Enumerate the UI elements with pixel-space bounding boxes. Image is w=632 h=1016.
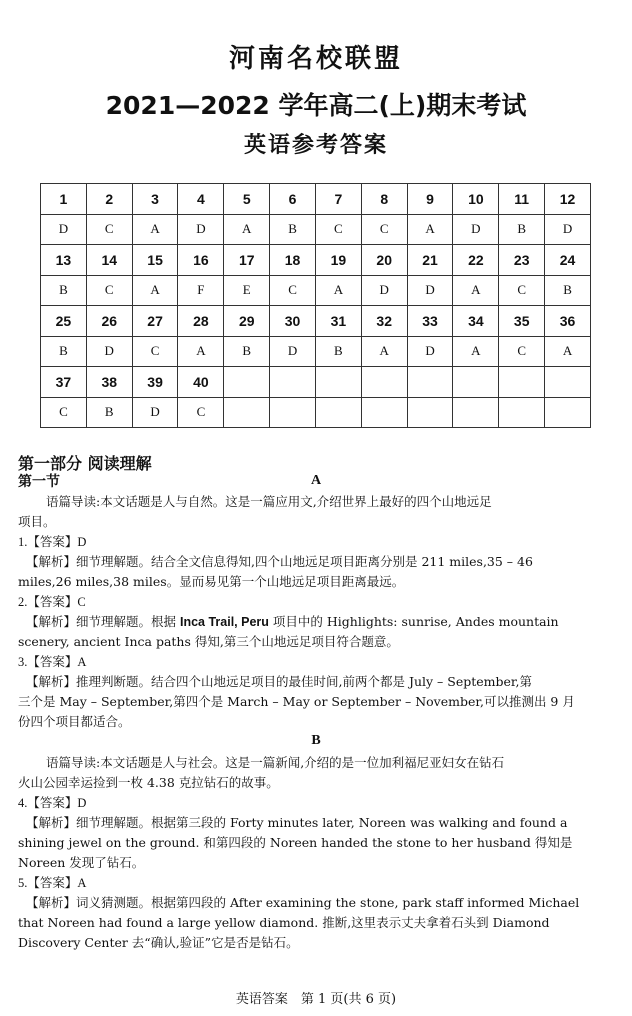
answer-cell bbox=[499, 397, 545, 428]
answer-cell bbox=[453, 397, 499, 428]
passage-b-guide: 语篇导读:本文话题是人与社会。这是一篇新闻,介绍的是一位加利福尼亚妇女在钻石 bbox=[46, 755, 505, 770]
question-number-cell: 35 bbox=[499, 306, 545, 337]
question-number-row bbox=[41, 306, 591, 337]
q3-answer: 3.【答案】A bbox=[18, 655, 87, 669]
answer-cell: C bbox=[315, 214, 361, 245]
answer-cell: D bbox=[361, 275, 407, 306]
q4-answer: 4.【答案】D bbox=[18, 796, 87, 810]
answer-cell: A bbox=[315, 275, 361, 306]
question-number-cell: 31 bbox=[315, 306, 361, 337]
answer-cell: C bbox=[41, 397, 87, 428]
q1-explanation: 【解析】细节理解题。结合全文信息得知,四个山地远足项目距离分别是 211 miles,35 – 46 bbox=[26, 554, 533, 569]
question-number-cell: 30 bbox=[270, 306, 316, 337]
question-number-cell bbox=[453, 367, 499, 398]
answer-cell: C bbox=[178, 397, 224, 428]
question-number-cell: 13 bbox=[41, 245, 87, 276]
question-number-cell bbox=[270, 367, 316, 398]
answer-cell: B bbox=[545, 275, 591, 306]
answer-cell bbox=[361, 397, 407, 428]
school-alliance-title: 河南名校联盟 bbox=[228, 44, 403, 74]
question-number-cell: 27 bbox=[132, 306, 178, 337]
answer-cell: D bbox=[41, 214, 87, 245]
answer-cell: B bbox=[41, 336, 87, 367]
q5-explanation-cont2: Discovery Center 去“确认,验证”它是否是钻石。 bbox=[18, 935, 299, 950]
answer-cell: D bbox=[407, 336, 453, 367]
passage-a-guide: 语篇导读:本文话题是人与自然。这是一篇应用文,介绍世界上最好的四个山地远足 bbox=[46, 494, 492, 509]
answer-cell: C bbox=[499, 275, 545, 306]
answer-cell: B bbox=[86, 397, 132, 428]
passage-b-letter: B bbox=[311, 733, 321, 748]
answer-cell: A bbox=[224, 214, 270, 245]
question-number-cell: 2 bbox=[86, 184, 132, 215]
answer-row bbox=[41, 214, 591, 245]
question-number-cell: 20 bbox=[361, 245, 407, 276]
question-number-cell: 28 bbox=[178, 306, 224, 337]
answer-cell: C bbox=[86, 214, 132, 245]
q1-explanation-cont: miles,26 miles,38 miles。显而易见第一个山地远足项目距离最远。 bbox=[18, 574, 405, 589]
answer-cell: D bbox=[178, 214, 224, 245]
question-number-cell bbox=[545, 367, 591, 398]
page-footer: 英语答案 第 1 页(共 6 页) bbox=[235, 992, 397, 1007]
q4-explanation-cont2: Noreen 发现了钻石。 bbox=[18, 855, 145, 870]
answer-cell: C bbox=[361, 214, 407, 245]
q4-explanation-cont1: shining jewel on the ground. 和第四段的 Noreen handed the stone to her husband 得知是 bbox=[18, 835, 573, 850]
question-number-cell bbox=[407, 367, 453, 398]
question-number-cell bbox=[361, 367, 407, 398]
question-number-cell: 24 bbox=[545, 245, 591, 276]
q5-explanation-cont1: that Noreen had found a large yellow diamond. 推断,这里表示丈夫拿着石头到 Diamond bbox=[18, 915, 550, 930]
question-number-cell: 32 bbox=[361, 306, 407, 337]
question-number-cell bbox=[315, 367, 361, 398]
question-number-cell: 25 bbox=[41, 306, 87, 337]
q2-explanation-cont: scenery, ancient Inca paths 得知,第三个山地远足项目符合题意。 bbox=[18, 634, 399, 649]
question-number-cell: 17 bbox=[224, 245, 270, 276]
question-number-cell: 26 bbox=[86, 306, 132, 337]
question-number-cell: 18 bbox=[270, 245, 316, 276]
answer-cell: A bbox=[545, 336, 591, 367]
question-number-cell: 4 bbox=[178, 184, 224, 215]
answer-cell: D bbox=[86, 336, 132, 367]
question-number-cell: 15 bbox=[132, 245, 178, 276]
q2-answer: 2.【答案】C bbox=[18, 595, 86, 609]
question-number-cell: 3 bbox=[132, 184, 178, 215]
answer-row bbox=[41, 397, 591, 428]
question-number-cell: 38 bbox=[86, 367, 132, 398]
answer-cell: C bbox=[132, 336, 178, 367]
question-number-cell: 7 bbox=[315, 184, 361, 215]
answer-cell bbox=[407, 397, 453, 428]
answer-cell: A bbox=[132, 275, 178, 306]
question-number-cell: 36 bbox=[545, 306, 591, 337]
section-heading: 第一节 bbox=[18, 474, 60, 490]
answer-cell: A bbox=[453, 336, 499, 367]
question-number-row bbox=[41, 367, 591, 398]
answer-cell: B bbox=[224, 336, 270, 367]
answer-cell: C bbox=[86, 275, 132, 306]
question-number-cell: 12 bbox=[545, 184, 591, 215]
answer-cell: C bbox=[270, 275, 316, 306]
question-number-cell: 6 bbox=[270, 184, 316, 215]
question-number-row bbox=[41, 245, 591, 276]
answer-cell: B bbox=[499, 214, 545, 245]
answer-cell: F bbox=[178, 275, 224, 306]
passage-b-guide-cont: 火山公园幸运捡到一枚 4.38 克拉钻石的故事。 bbox=[18, 775, 279, 790]
answer-table bbox=[40, 183, 591, 428]
question-number-cell: 11 bbox=[499, 184, 545, 215]
answer-cell: A bbox=[361, 336, 407, 367]
question-number-cell bbox=[224, 367, 270, 398]
passage-a-guide-cont: 项目。 bbox=[18, 514, 56, 529]
q1-answer: 1.【答案】D bbox=[18, 535, 87, 549]
answer-cell bbox=[315, 397, 361, 428]
q3-explanation: 【解析】推理判断题。结合四个山地远足项目的最佳时间,前两个都是 July – September,第 bbox=[26, 674, 532, 689]
part-heading: 第一部分 阅读理解 bbox=[18, 454, 152, 473]
question-number-cell: 19 bbox=[315, 245, 361, 276]
answer-cell: D bbox=[453, 214, 499, 245]
question-number-cell: 40 bbox=[178, 367, 224, 398]
question-number-cell: 22 bbox=[453, 245, 499, 276]
answer-cell: D bbox=[270, 336, 316, 367]
answer-cell: C bbox=[499, 336, 545, 367]
question-number-cell: 9 bbox=[407, 184, 453, 215]
inca-trail-name: Inca Trail, Peru bbox=[179, 615, 269, 629]
q5-answer: 5.【答案】A bbox=[18, 876, 87, 890]
question-number-cell: 1 bbox=[41, 184, 87, 215]
q4-explanation: 【解析】细节理解题。根据第三段的 Forty minutes later, Noreen was walking and found a bbox=[26, 815, 568, 830]
answer-cell: D bbox=[545, 214, 591, 245]
q2-explanation: 【解析】细节理解题。根据 Inca Trail, Peru 项目中的 Highlights: sunrise, Andes mountain bbox=[26, 614, 559, 629]
question-number-cell: 8 bbox=[361, 184, 407, 215]
question-number-cell: 33 bbox=[407, 306, 453, 337]
answer-cell: D bbox=[132, 397, 178, 428]
answer-cell: A bbox=[407, 214, 453, 245]
answer-cell: B bbox=[41, 275, 87, 306]
answer-cell bbox=[270, 397, 316, 428]
answer-cell: A bbox=[132, 214, 178, 245]
q3-explanation-cont2: 份四个项目都适合。 bbox=[18, 714, 131, 729]
question-number-cell: 21 bbox=[407, 245, 453, 276]
exam-title: 2021—2022 学年高二(上)期末考试 bbox=[105, 91, 527, 120]
q5-explanation: 【解析】词义猜测题。根据第四段的 After examining the stone, park staff informed Michael bbox=[26, 895, 580, 910]
question-number-cell: 16 bbox=[178, 245, 224, 276]
question-number-cell: 10 bbox=[453, 184, 499, 215]
question-number-cell: 37 bbox=[41, 367, 87, 398]
q3-explanation-cont1: 三个是 May – September,第四个是 March – May or September – November,可以推测出 9 月 bbox=[18, 694, 575, 709]
question-number-cell: 14 bbox=[86, 245, 132, 276]
question-number-cell: 39 bbox=[132, 367, 178, 398]
answer-cell: B bbox=[315, 336, 361, 367]
answer-row bbox=[41, 336, 591, 367]
answer-key-title: 英语参考答案 bbox=[243, 133, 388, 158]
question-number-cell bbox=[499, 367, 545, 398]
answer-cell bbox=[545, 397, 591, 428]
question-number-cell: 29 bbox=[224, 306, 270, 337]
question-number-cell: 23 bbox=[499, 245, 545, 276]
answer-cell: D bbox=[407, 275, 453, 306]
question-number-row bbox=[41, 184, 591, 215]
answer-cell bbox=[224, 397, 270, 428]
passage-a-letter: A bbox=[310, 473, 322, 488]
question-number-cell: 34 bbox=[453, 306, 499, 337]
answer-row bbox=[41, 275, 591, 306]
answer-cell: B bbox=[270, 214, 316, 245]
answer-cell: A bbox=[178, 336, 224, 367]
answer-cell: E bbox=[224, 275, 270, 306]
answer-cell: A bbox=[453, 275, 499, 306]
question-number-cell: 5 bbox=[224, 184, 270, 215]
